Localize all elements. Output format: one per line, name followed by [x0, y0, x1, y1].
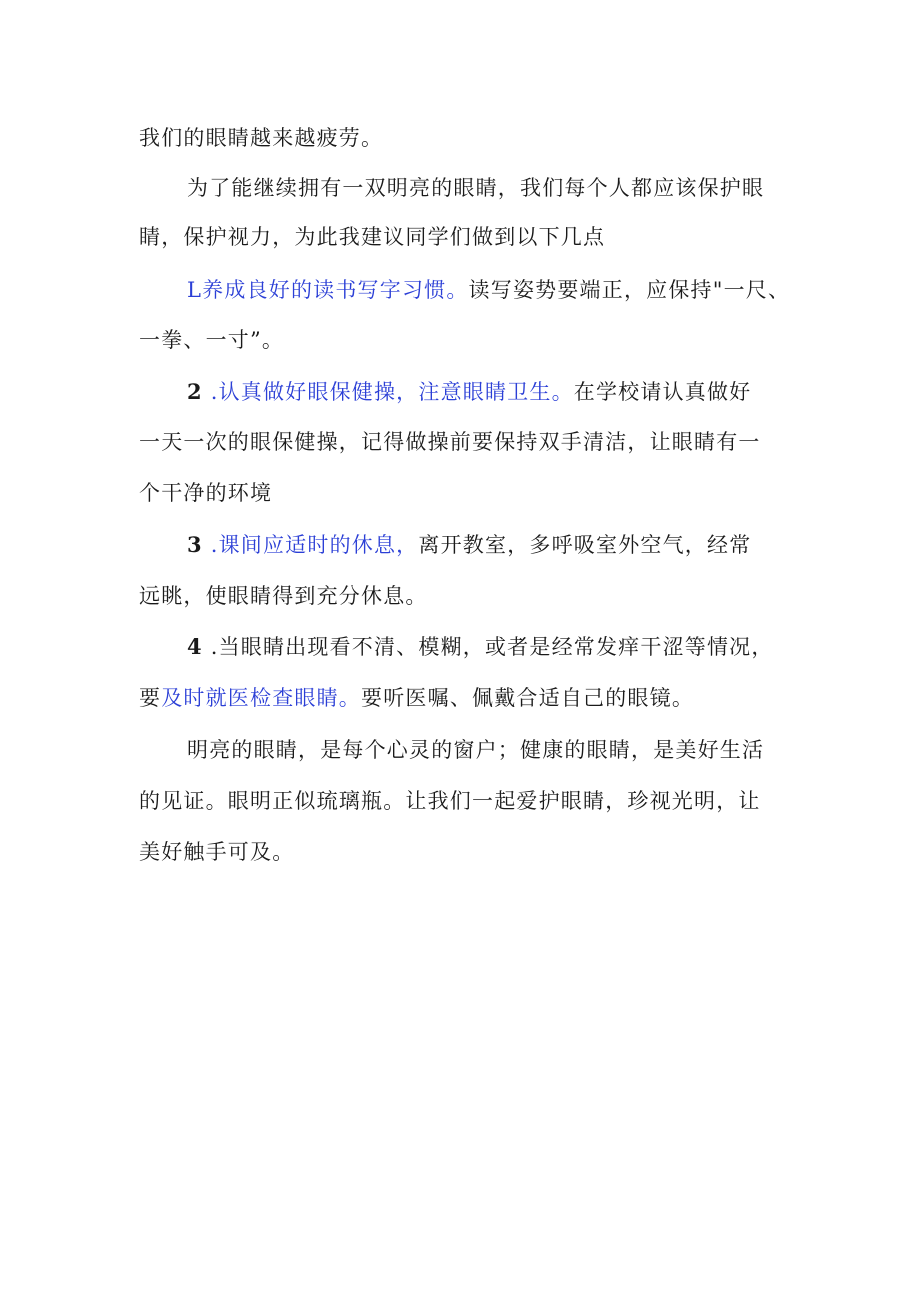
- paragraph-1-line-1: 为了能继续拥有一双明亮的眼睛，我们每个人都应该保护眼: [187, 176, 765, 200]
- item-2-text: 在学校请认真做好: [573, 380, 752, 404]
- item-2-highlight: .认真做好眼保健操，注意眼睛卫生。: [210, 380, 574, 404]
- closing-paragraph-line-2: 的见证。眼明正似琉璃瓶。让我们一起爱护眼睛，珍视光明，让: [139, 789, 761, 813]
- paragraph-intro-line-1: 我们的眼睛越来越疲劳。: [139, 126, 384, 150]
- item-1-line-1: [187, 275, 790, 305]
- item-1-line-2: 一拳、一寸”。: [139, 328, 285, 352]
- item-3-text: 离开教室，多呼吸室外空气，经常: [418, 533, 752, 557]
- item-3-number: 3: [187, 532, 203, 557]
- item-4-number: 4: [187, 634, 203, 659]
- paragraph-1-line-2: 睛，保护视力，为此我建议同学们做到以下几点: [139, 225, 606, 249]
- item-4-line-2: [139, 683, 694, 713]
- item-1-text: 读写姿势要端正，应保持"一尺、: [468, 278, 791, 302]
- item-2-line-1: [187, 377, 751, 407]
- closing-paragraph-line-3: 美好触手可及。: [139, 840, 295, 864]
- item-4-line-1: [187, 632, 774, 662]
- item-3-line-2: 远眺，使眼睛得到充分休息。: [139, 584, 428, 608]
- item-2-number: 2: [187, 379, 203, 404]
- item-3-highlight: .课间应适时的休息，: [210, 533, 419, 557]
- item-4-line-2-text: 要听医嘱、佩戴合适自己的眼镜。: [361, 686, 695, 710]
- item-1-highlight: L养成良好的读书写字习惯。: [187, 278, 469, 302]
- item-4-text: .当眼睛出现看不清、模糊，或者是经常发痒干涩等情况，: [210, 635, 774, 659]
- item-3-line-1: [187, 530, 751, 560]
- item-2-line-3: 个干净的环境: [139, 481, 273, 505]
- item-4-line-2-prefix: 要: [139, 686, 162, 710]
- item-4-highlight: 及时就医检查眼睛。: [161, 686, 362, 710]
- closing-paragraph-line-1: 明亮的眼睛，是每个心灵的窗户；健康的眼睛，是美好生活: [187, 738, 765, 762]
- item-2-line-2: 一天一次的眼保健操，记得做操前要保持双手清洁，让眼睛有一: [139, 430, 761, 454]
